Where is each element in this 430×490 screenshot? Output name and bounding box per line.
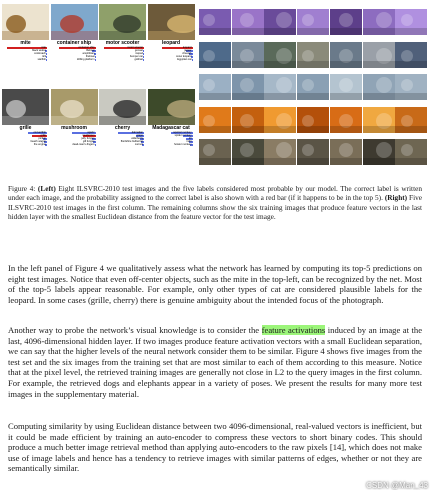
prediction-label: pickup (38, 137, 46, 140)
prediction-label: indri (186, 140, 192, 143)
prediction-label: amphibian (82, 52, 95, 55)
retrieved-image (363, 107, 395, 133)
prediction-label: fireboat (85, 55, 95, 58)
prediction-row (53, 58, 96, 61)
prediction-label: beach wagon (30, 140, 46, 143)
prediction-label: go-kart (134, 49, 143, 52)
retrieved-image (395, 42, 427, 68)
prediction-label: jelly fungus (81, 137, 95, 140)
test-image-tile (148, 89, 195, 146)
retrieved-image (363, 42, 395, 68)
test-image (148, 89, 195, 125)
prediction-list (150, 46, 193, 61)
test-image-tile (148, 4, 195, 61)
test-image (51, 4, 98, 40)
prediction-label: snow leopard (176, 55, 192, 58)
retrieved-image (264, 42, 296, 68)
tile-title: container ship (56, 40, 92, 46)
test-image (2, 4, 49, 40)
test-image-tile (2, 4, 49, 61)
tile-title: Madagascar cat (152, 125, 190, 131)
retrieved-image (330, 74, 362, 100)
retrieved-image (232, 139, 264, 165)
tile-title: cherry (114, 125, 131, 131)
prediction-label: howler monkey (174, 143, 192, 146)
prediction-label: container ship (78, 46, 95, 49)
paragraph-3: Computing similarity by using Euclidean distance between two 4096-dimensional, real-valued vectors is inefficient, but it could be made efficient by training an auto-encoder to compress these vectors to short binary codes. This should produce a much better image retrieval method than applying auto-encoders to the raw pixels [14], which does not make use of image labels and hence has a tendency to retrieve images with similar patterns of edges, whether or not they are semantically similar. (8, 421, 422, 474)
retrieved-image (232, 42, 264, 68)
tile-title: grille (19, 125, 32, 131)
test-image (51, 89, 98, 125)
highlighted-phrase[interactable]: feature activations (261, 325, 326, 335)
prediction-label: gill fungus (82, 140, 95, 143)
retrieved-image (264, 107, 296, 133)
retrieved-image (297, 42, 329, 68)
retrieved-image (395, 107, 427, 133)
prediction-label: grape (136, 134, 143, 137)
tile-title: leopard (161, 40, 181, 46)
right-panel-retrievals (199, 9, 428, 174)
prediction-list (53, 131, 96, 146)
retrieved-image (395, 139, 427, 165)
test-image-tile (2, 89, 49, 146)
prediction-row (53, 143, 96, 146)
paragraph-1: In the left panel of Figure 4 we qualitatively assess what the network has learned by computing its top-5 predictions on eight test images. Notice that even off-center objects, such as the mite in the top-left, can be recognized by the net. Most of the top-5 labels appear reasonable. For example, only other types of cat are considered plausible labels for the leopard. In some cases (grille, cherry) there is genuine ambiguity about the intended focus of the photograph. (8, 263, 422, 305)
prediction-list (4, 46, 47, 61)
tile-title: motor scooter (105, 40, 140, 46)
test-image-tile (99, 4, 146, 61)
caption-right-text: Five ILSVRC-2010 test images in the first column. The remaining columns show the six training images that produce feature vectors in the last hidden layer with the smallest Euclidean distance from the feature vector for the test image. (8, 193, 423, 221)
prediction-label: mushroom (82, 134, 95, 137)
caption-label: Figure 4: (8, 184, 36, 193)
caption-left-tag: (Left) (37, 184, 56, 193)
prediction-label: drilling platform (76, 58, 95, 61)
prediction-label: elderberry (131, 137, 143, 140)
prediction-label: ffordshire bullterrier (120, 140, 143, 143)
paragraph-2 (8, 325, 422, 399)
retrieved-image (395, 74, 427, 100)
prediction-label: grille (40, 134, 46, 137)
prediction-row (150, 58, 193, 61)
prediction-list (150, 131, 193, 146)
prediction-label: Egyptian cat (177, 58, 192, 61)
retrieved-image (363, 139, 395, 165)
retrieved-image (330, 139, 362, 165)
retrieved-image (330, 42, 362, 68)
prediction-list (101, 46, 144, 61)
test-image (2, 89, 49, 125)
retrieved-image (395, 9, 427, 35)
figure-caption (8, 184, 422, 221)
caption-right-tag: (Right) (384, 193, 408, 203)
query-image (199, 42, 231, 68)
prediction-label: tick (42, 55, 46, 58)
prediction-row (4, 58, 47, 61)
left-panel-predictions (2, 2, 196, 174)
retrieved-image (363, 74, 395, 100)
test-image-tile (99, 89, 146, 146)
test-image (99, 4, 146, 40)
retrieved-image (232, 74, 264, 100)
prediction-label: starfish (37, 58, 46, 61)
prediction-label: lifeboat (86, 49, 95, 52)
prediction-label: convertible (33, 131, 46, 134)
retrieved-image (297, 74, 329, 100)
prediction-list (4, 131, 47, 146)
query-image (199, 139, 231, 165)
test-image (99, 89, 146, 125)
retrieved-image (264, 139, 296, 165)
prediction-label: golfcart (134, 58, 143, 61)
retrieved-image (297, 9, 329, 35)
test-image-tile (51, 4, 98, 61)
prediction-row (150, 143, 193, 146)
query-image (199, 107, 231, 133)
retrieved-image (232, 107, 264, 133)
tile-title: mite (20, 40, 31, 46)
paragraph-2-start: Another way to probe the network’s visual knowledge is to consider the (8, 325, 262, 335)
prediction-label: fire engine (33, 143, 46, 146)
query-image (199, 74, 231, 100)
test-image-tile (51, 89, 98, 146)
retrieved-image (363, 9, 395, 35)
prediction-label: currant (134, 143, 143, 146)
prediction-label: agaric (87, 131, 95, 134)
prediction-label: titi (188, 137, 192, 140)
prediction-label: bumper car (129, 55, 143, 58)
paragraph-2-end: induced by an image at the last, 4096-dimensional hidden layer. If two images produce feature activation vectors with a small Euclidean separation, we can say that the higher levels of the neural network consider them to be similar. Figure 4 shows five images from the test set and the six images from the training set that are most similar to each of them according to this measure. Notice that at the pixel level, the retrieved training images are generally not close in L2 to the query images in the first column. For example, the retrieved dogs and elephants appear in a variety of poses. We present the results for many more test images in the supplementary material. (8, 325, 423, 399)
prediction-label: moped (135, 52, 143, 55)
watermark: CSDN @Man_43 (366, 481, 428, 490)
prediction-label: mite (41, 46, 46, 49)
retrieved-image (330, 9, 362, 35)
prediction-label: dead-man's-fingers (72, 143, 95, 146)
tile-title: mushroom (61, 125, 87, 131)
prediction-label: dalmatian (131, 131, 143, 134)
prediction-row (4, 143, 47, 146)
prediction-row (101, 143, 144, 146)
test-image (148, 4, 195, 40)
prediction-label: squirrel monkey (173, 131, 192, 134)
prediction-label: motor scooter (127, 46, 143, 49)
retrieved-image (297, 139, 329, 165)
prediction-label: leopard (182, 46, 192, 49)
prediction-label: spider monkey (174, 134, 192, 137)
retrieved-image (264, 9, 296, 35)
caption-left-text: Eight ILSVRC-2010 test images and the five labels considered most probable by our model. The correct label is written under each image, and the probability assigned to the correct label is also shown with a red bar (if it happens to be in the top 5). (8, 184, 422, 203)
retrieved-image (264, 74, 296, 100)
figure-4 (0, 0, 430, 176)
prediction-label: black widow (32, 49, 46, 52)
retrieved-image (232, 9, 264, 35)
retrieved-image (297, 107, 329, 133)
prediction-label: jaguar (184, 49, 192, 52)
prediction-row (101, 58, 144, 61)
query-image (199, 9, 231, 35)
prediction-list (101, 131, 144, 146)
retrieved-image (330, 107, 362, 133)
prediction-label: cheetah (182, 52, 192, 55)
prediction-list (53, 46, 96, 61)
prediction-label: cockroach (34, 52, 46, 55)
